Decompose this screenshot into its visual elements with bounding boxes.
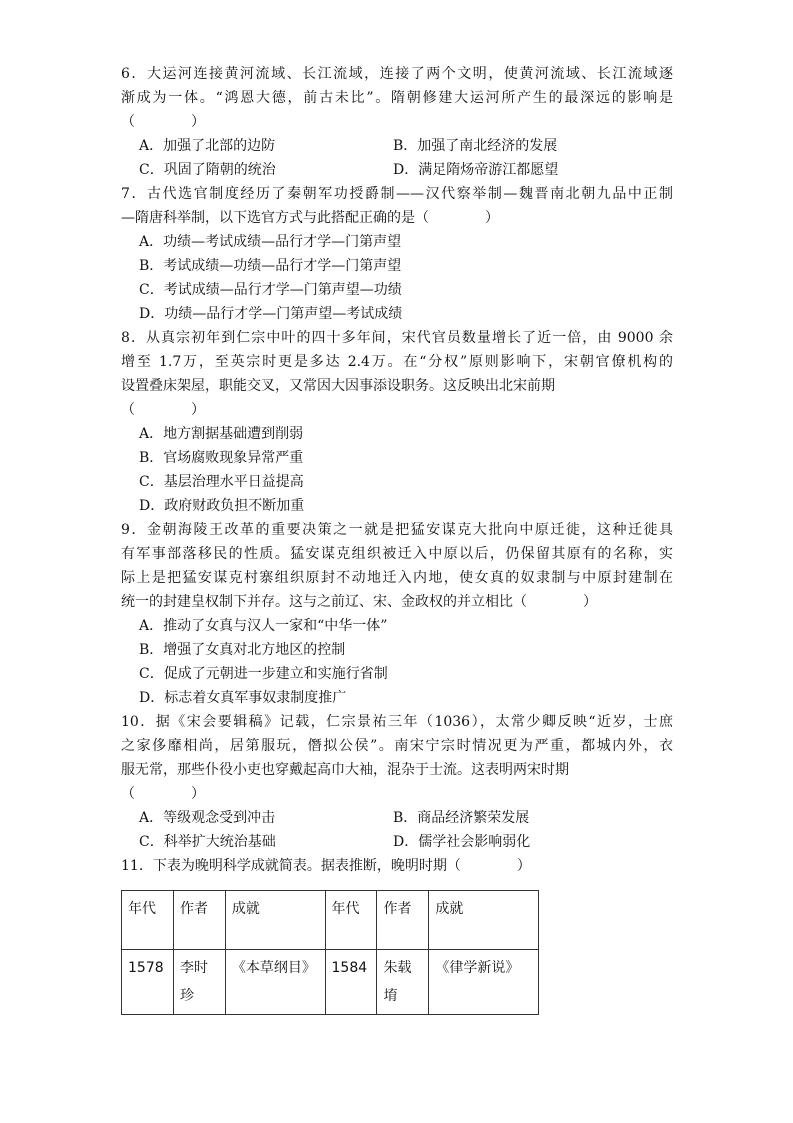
q10-option-b[interactable]: B．商品经济繁荣发展: [393, 810, 530, 826]
q10-options-row-1: [121, 806, 673, 830]
header-achievement-1: 成就: [225, 891, 325, 950]
q6-options-row-1: [121, 134, 673, 158]
q9-line-4: 统一的封建皇权制下并存。这与之前辽、宋、金政权的并立相比（ ）: [121, 594, 597, 610]
q9-option-b[interactable]: B．增强了女真对北方地区的控制: [139, 642, 346, 658]
header-year-1: 年代: [122, 891, 174, 950]
q6-option-a[interactable]: A．加强了北部的边防: [139, 138, 276, 154]
q6-option-d[interactable]: D．满足隋炀帝游江都愿望: [393, 162, 559, 178]
q6-line-1: 6．大运河连接黄河流域、长江流域，连接了两个文明，使黄河流域、长江流域逐: [121, 66, 673, 82]
q6-option-b[interactable]: B．加强了南北经济的发展: [393, 138, 558, 154]
q8-option-b[interactable]: B．官场腐败现象异常严重: [139, 450, 304, 466]
header-year-2: 年代: [325, 891, 377, 950]
q8-option-a[interactable]: A．地方割据基础遭到削弱: [139, 426, 304, 442]
table-header-row: [122, 891, 539, 950]
q9-line-1: 9．金朝海陵王改革的重要决策之一就是把猛安谋克大批向中原迁徙，这种迁徙具: [121, 522, 673, 538]
q7-option-a[interactable]: A．功绩—考试成绩—品行才学—门第声望: [139, 234, 402, 250]
q10-line-3: 服无常，那些仆役小吏也穿戴起高巾大袖，混杂于士流。这表明两宋时期: [121, 762, 569, 778]
q11-stem: 11．下表为晚明科学成就简表。据表推断，晚明时期（ ）: [121, 858, 531, 874]
header-author-2: 作者: [377, 891, 429, 950]
header-achievement-2: 成就: [429, 891, 539, 950]
header-author-1: 作者: [173, 891, 225, 950]
question-page: [121, 62, 673, 878]
q6-option-c[interactable]: C．巩固了隋朝的统治: [139, 162, 276, 178]
q9-option-c[interactable]: C．促成了元朝进一步建立和实施行省制: [139, 666, 388, 682]
cell-author-2: 朱载堉: [377, 950, 429, 1015]
q10-line-4: （ ）: [121, 786, 205, 802]
q6-line-3: （ ）: [121, 114, 205, 130]
q8-line-3: 设置叠床架屋，职能交叉，又常因大因事添设职务。这反映出北宋前期: [121, 378, 555, 394]
q7-option-c[interactable]: C．考试成绩—品行才学—门第声望—功绩: [139, 282, 402, 298]
q9-line-3: 际上是把猛安谋克村寨组织原封不动地迁入内地，使女真的奴隶制与中原封建制在: [121, 570, 673, 586]
q8-line-2: 增至 1.7万，至英宗时更是多达 2.4万。在“分权”原则影响下，宋朝官僚机构的: [121, 354, 673, 370]
cell-author-1: 李时珍: [173, 950, 225, 1015]
cell-achievement-2: 《律学新说》: [429, 950, 539, 1015]
q6-options-row-2: [121, 158, 673, 182]
q9-option-d[interactable]: D．标志着女真军事奴隶制度推广: [139, 690, 347, 706]
table-row: [122, 950, 539, 1015]
q7-option-d[interactable]: D．功绩—品行才学—门第声望—考试成绩: [139, 306, 403, 322]
cell-year-2: 1584: [325, 950, 377, 1015]
q6-line-2: 渐成为一体。“鸿恩大德，前古未比”。隋朝修建大运河所产生的最深远的影响是: [121, 90, 673, 106]
q8-line-1: 8．从真宗初年到仁宗中叶的四十多年间，宋代官员数量增长了近一倍，由 9000 余: [121, 330, 673, 346]
q8-option-c[interactable]: C．基层治理水平日益提高: [139, 474, 304, 490]
science-achievements-table: [121, 890, 539, 1015]
q9-option-a[interactable]: A．推动了女真与汉人一家和“中华一体”: [139, 618, 388, 634]
q10-options-row-2: [121, 830, 673, 854]
q10-line-2: 之家侈靡相尚，居第服玩，僭拟公侯”。南宋宁宗时情况更为严重，都城内外，衣: [121, 738, 673, 754]
q9-line-2: 有军事部落移民的性质。猛安谋克组织被迁入中原以后，仍保留其原有的名称，实: [121, 546, 673, 562]
q10-option-c[interactable]: C．科举扩大统治基础: [139, 834, 276, 850]
q10-line-1: 10．据《宋会要辑稿》记载，仁宗景祐三年（1036），太常少卿反映“近岁，士庶: [121, 714, 673, 730]
cell-year-1: 1578: [122, 950, 174, 1015]
q8-option-d[interactable]: D．政府财政负担不断加重: [139, 498, 305, 514]
cell-achievement-1: 《本草纲目》: [225, 950, 325, 1015]
q10-option-a[interactable]: A．等级观念受到冲击: [139, 810, 276, 826]
q7-line-2: —隋唐科举制，以下选官方式与此搭配正确的是（ ）: [121, 210, 499, 226]
q7-option-b[interactable]: B．考试成绩—功绩—品行才学—门第声望: [139, 258, 402, 274]
q8-line-4: （ ）: [121, 402, 205, 418]
q7-line-1: 7．古代选官制度经历了秦朝军功授爵制——汉代察举制—魏晋南北朝九品中正制: [121, 186, 673, 202]
q10-option-d[interactable]: D．儒学社会影响弱化: [393, 834, 531, 850]
